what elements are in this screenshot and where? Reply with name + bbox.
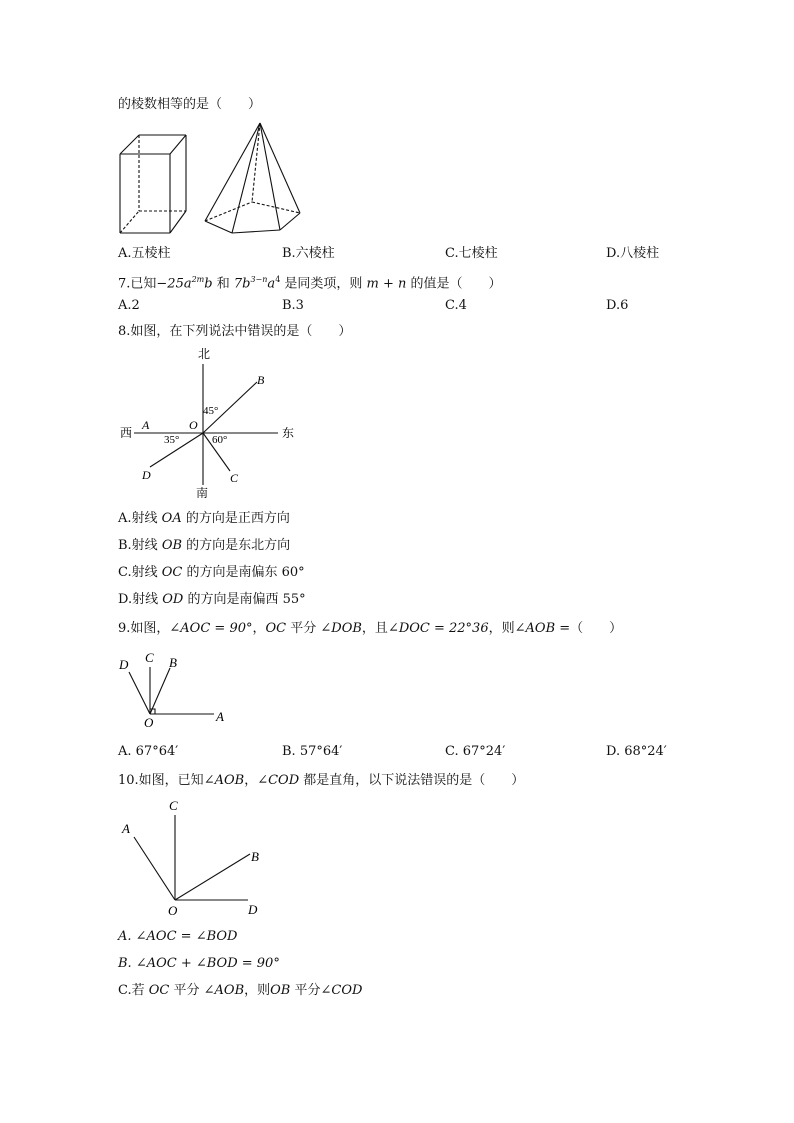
q8-option-b-post: 的方向是东北方向 xyxy=(182,538,291,553)
q9-option-c: C. 67°24′ xyxy=(445,744,506,759)
q8-compass-figure xyxy=(110,340,310,500)
q7-post: 是同类项，则 xyxy=(280,276,367,292)
label-b: B xyxy=(257,373,265,387)
q8-option-c-pre: C.射线 xyxy=(118,565,162,580)
q10-option-c-ob: OB xyxy=(270,983,291,998)
q8-option-d-pre: D.射线 xyxy=(118,592,163,607)
q8-stem: 8.如图，在下列说法中错误的是（ ） xyxy=(118,324,352,339)
label-west: 西 xyxy=(120,426,133,440)
q10-p3: 都是直角，以下说法错误的是（ ） xyxy=(299,773,525,788)
label-a: A xyxy=(142,418,150,432)
q10-option-a: A. ∠AOC = ∠BOD xyxy=(118,929,238,944)
label-a: A xyxy=(122,821,130,836)
q8-option-d-post: 的方向是南偏西 55° xyxy=(183,592,306,607)
q9-p2: ， xyxy=(252,621,266,636)
q10-option-c-aob: ∠AOB xyxy=(203,983,245,998)
angle-45: 45° xyxy=(203,405,219,417)
q7-option-c: C.4 xyxy=(445,298,467,313)
q8-option-c-ray: OC xyxy=(161,565,183,580)
q6-option-a: A.五棱柱 xyxy=(118,246,171,261)
q9-condition-5: ∠AOB = xyxy=(514,621,571,636)
q6-option-d: D.八棱柱 xyxy=(606,246,660,261)
ray-ob xyxy=(150,668,170,714)
q8-option-a-pre: A.射线 xyxy=(118,511,162,526)
q8-option-c xyxy=(118,565,305,581)
label-o: O xyxy=(189,418,198,432)
q10-figure xyxy=(110,795,270,920)
q9-option-b: B. 57°64′ xyxy=(282,744,343,759)
q10-option-c xyxy=(118,983,362,999)
q6-figure xyxy=(110,118,310,238)
q7-end: 的值是（ ） xyxy=(406,276,502,292)
label-c: C xyxy=(230,471,239,485)
q7-term2-a: a xyxy=(267,276,276,292)
angle-60: 60° xyxy=(212,434,228,446)
q7-option-d: D.6 xyxy=(606,298,629,313)
ray-oa xyxy=(134,837,175,900)
q6-stem: 的棱数相等的是（ ） xyxy=(118,97,262,112)
q7-term1-b: b xyxy=(204,276,213,292)
q10-option-c-oc: OC xyxy=(148,983,170,998)
q10-option-b: B. ∠AOC + ∠BOD = 90° xyxy=(118,956,280,971)
q8-option-b-ray: OB xyxy=(161,538,183,553)
ray-od xyxy=(129,672,150,714)
q7-mn: m + n xyxy=(366,276,407,292)
q7-option-b: B.3 xyxy=(282,298,304,313)
label-d: D xyxy=(142,468,151,482)
q9-option-d: D. 68°24′ xyxy=(606,744,667,759)
q9-condition-3: ∠DOB xyxy=(320,621,362,636)
q8-option-d xyxy=(118,592,306,608)
q7-term2-exp: 3−n xyxy=(250,275,268,284)
q6-option-c: C.七棱柱 xyxy=(445,246,498,261)
q9-p5: ，则 xyxy=(488,621,515,636)
q9-p4: ，且 xyxy=(361,621,388,636)
label-north: 北 xyxy=(198,347,211,361)
q10-p1: 10.如图，已知 xyxy=(118,773,204,788)
q7-term1-exp: 2m xyxy=(191,275,205,284)
q10-option-c-then: ，则 xyxy=(244,983,271,998)
q7-option-a: A.2 xyxy=(118,298,140,313)
label-d: D xyxy=(119,657,129,672)
q10-stem xyxy=(118,773,524,789)
q7-stem xyxy=(118,272,502,292)
label-c: C xyxy=(169,798,178,813)
q10-p2: ， xyxy=(244,773,258,788)
q8-option-b-pre: B.射线 xyxy=(118,538,162,553)
label-d: D xyxy=(248,902,258,917)
q10-angle-aob: ∠AOB xyxy=(203,773,245,788)
q9-figure xyxy=(110,645,240,730)
q8-option-a-ray: OA xyxy=(161,511,182,526)
q10-option-c-bisects: 平分 xyxy=(169,983,204,998)
pentagonal-pyramid-figure xyxy=(205,123,300,233)
q6-option-b: B.六棱柱 xyxy=(282,246,335,261)
label-a: A xyxy=(216,709,224,724)
label-o: O xyxy=(144,715,154,730)
q10-option-c-pre: C.若 xyxy=(118,983,149,998)
label-b: B xyxy=(169,655,177,670)
q7-term1: −25a xyxy=(156,276,192,292)
q8-option-c-post: 的方向是南偏东 60° xyxy=(182,565,305,580)
q8-option-b xyxy=(118,538,290,554)
q7-term2: 7b xyxy=(233,276,251,292)
q8-option-a-post: 的方向是正西方向 xyxy=(181,511,290,526)
q9-condition-4: ∠DOC = 22°36 xyxy=(387,621,489,636)
q7-term2-exp2: 4 xyxy=(275,275,281,284)
q9-p6: （ ） xyxy=(570,621,623,636)
q7-and: 和 xyxy=(212,276,234,292)
q9-stem xyxy=(118,621,622,637)
q9-p1: 9.如图， xyxy=(118,621,170,636)
label-c: C xyxy=(145,650,154,665)
hexagonal-prism-figure xyxy=(120,135,186,233)
label-east: 东 xyxy=(282,426,295,440)
q10-option-c-cod: ∠COD xyxy=(320,983,363,998)
q9-p3: 平分 xyxy=(286,621,321,636)
label-south: 南 xyxy=(196,486,209,500)
q9-condition-2: OC xyxy=(265,621,287,636)
q9-condition-1: ∠AOC = 90° xyxy=(169,621,253,636)
q9-option-a: A. 67°64′ xyxy=(118,744,179,759)
ray-ob xyxy=(175,854,250,900)
q8-option-d-ray: OD xyxy=(162,592,184,607)
label-b: B xyxy=(251,849,259,864)
q8-option-a xyxy=(118,511,290,527)
q10-option-c-bisects-2: 平分 xyxy=(290,983,321,998)
angle-35: 35° xyxy=(164,434,180,446)
label-o: O xyxy=(168,903,178,918)
q7-prefix: 7.已知 xyxy=(118,276,157,292)
q10-angle-cod: ∠COD xyxy=(257,773,300,788)
